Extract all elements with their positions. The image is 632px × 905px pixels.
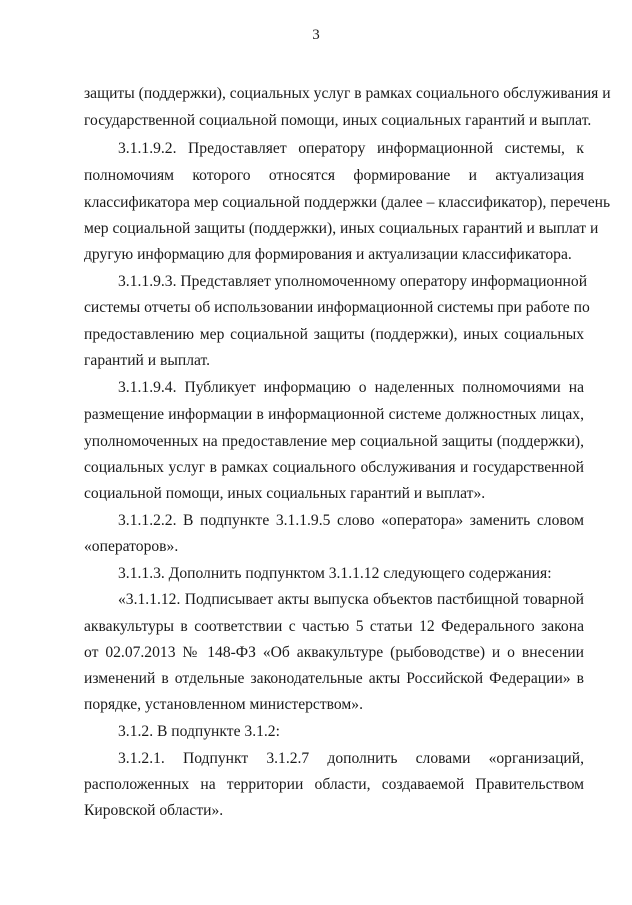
- text-line: 3.1.2. В подпункте 3.1.2:: [118, 723, 280, 740]
- text-line: полномочиям которого относятся формирование и актуализация: [84, 167, 584, 184]
- text-line: защиты (поддержки), социальных услуг в рамках социального обслуживания и: [84, 85, 611, 102]
- page-number: 3: [312, 27, 320, 43]
- text-line: системы отчеты об использовании информационной системы при работе по: [84, 299, 590, 316]
- text-line: классификатора мер социальной поддержки (далее – классификатор), перечень: [84, 194, 611, 211]
- text-line: предоставлению мер социальной защиты (поддержки), иных социальных: [84, 326, 584, 343]
- text-line: Кировской области».: [84, 802, 224, 819]
- text-line: мер социальной защиты (поддержки), иных социальных гарантий и выплат и: [84, 220, 599, 237]
- text-line: социальных услуг в рамках социального обслуживания и государственной: [84, 459, 584, 476]
- text-line: 3.1.2.1. Подпункт 3.1.2.7 дополнить словами «организаций,: [118, 750, 584, 767]
- text-line: от 02.07.2013 № 148-ФЗ «Об аквакультуре (рыбоводстве) и о внесении: [84, 644, 584, 661]
- text-line: порядке, установленном министерством».: [84, 696, 363, 713]
- text-line: «3.1.1.12. Подписывает акты выпуска объектов пастбищной товарной: [118, 591, 584, 608]
- text-line: гарантий и выплат.: [84, 352, 211, 369]
- text-line: 3.1.1.9.2. Предоставляет оператору информационной системы, к: [118, 140, 584, 157]
- text-line: социальной помощи, иных социальных гарантий и выплат».: [84, 485, 486, 502]
- text-line: аквакультуры в соответствии с частью 5 статьи 12 Федерального закона: [84, 618, 584, 635]
- text-line: изменений в отдельные законодательные акты Российской Федерации» в: [84, 670, 584, 687]
- text-line: расположенных на территории области, создаваемой Правительством: [84, 776, 584, 793]
- text-line: «операторов».: [84, 538, 179, 555]
- text-line: 3.1.1.2.2. В подпункте 3.1.1.9.5 слово «оператора» заменить словом: [118, 512, 584, 529]
- text-line: уполномоченных на предоставление мер социальной защиты (поддержки),: [84, 433, 584, 450]
- text-line: другую информацию для формирования и актуализации классификатора.: [84, 246, 572, 263]
- text-line: размещение информации в информационной системе должностных лицах,: [84, 406, 584, 423]
- text-line: государственной социальной помощи, иных социальных гарантий и выплат.: [84, 112, 592, 129]
- text-line: 3.1.1.9.3. Представляет уполномоченному оператору информационной: [118, 273, 588, 290]
- text-line: 3.1.1.3. Дополнить подпунктом 3.1.1.12 следующего содержания:: [118, 565, 552, 582]
- text-line: 3.1.1.9.4. Публикует информацию о наделенных полномочиями на: [118, 379, 584, 396]
